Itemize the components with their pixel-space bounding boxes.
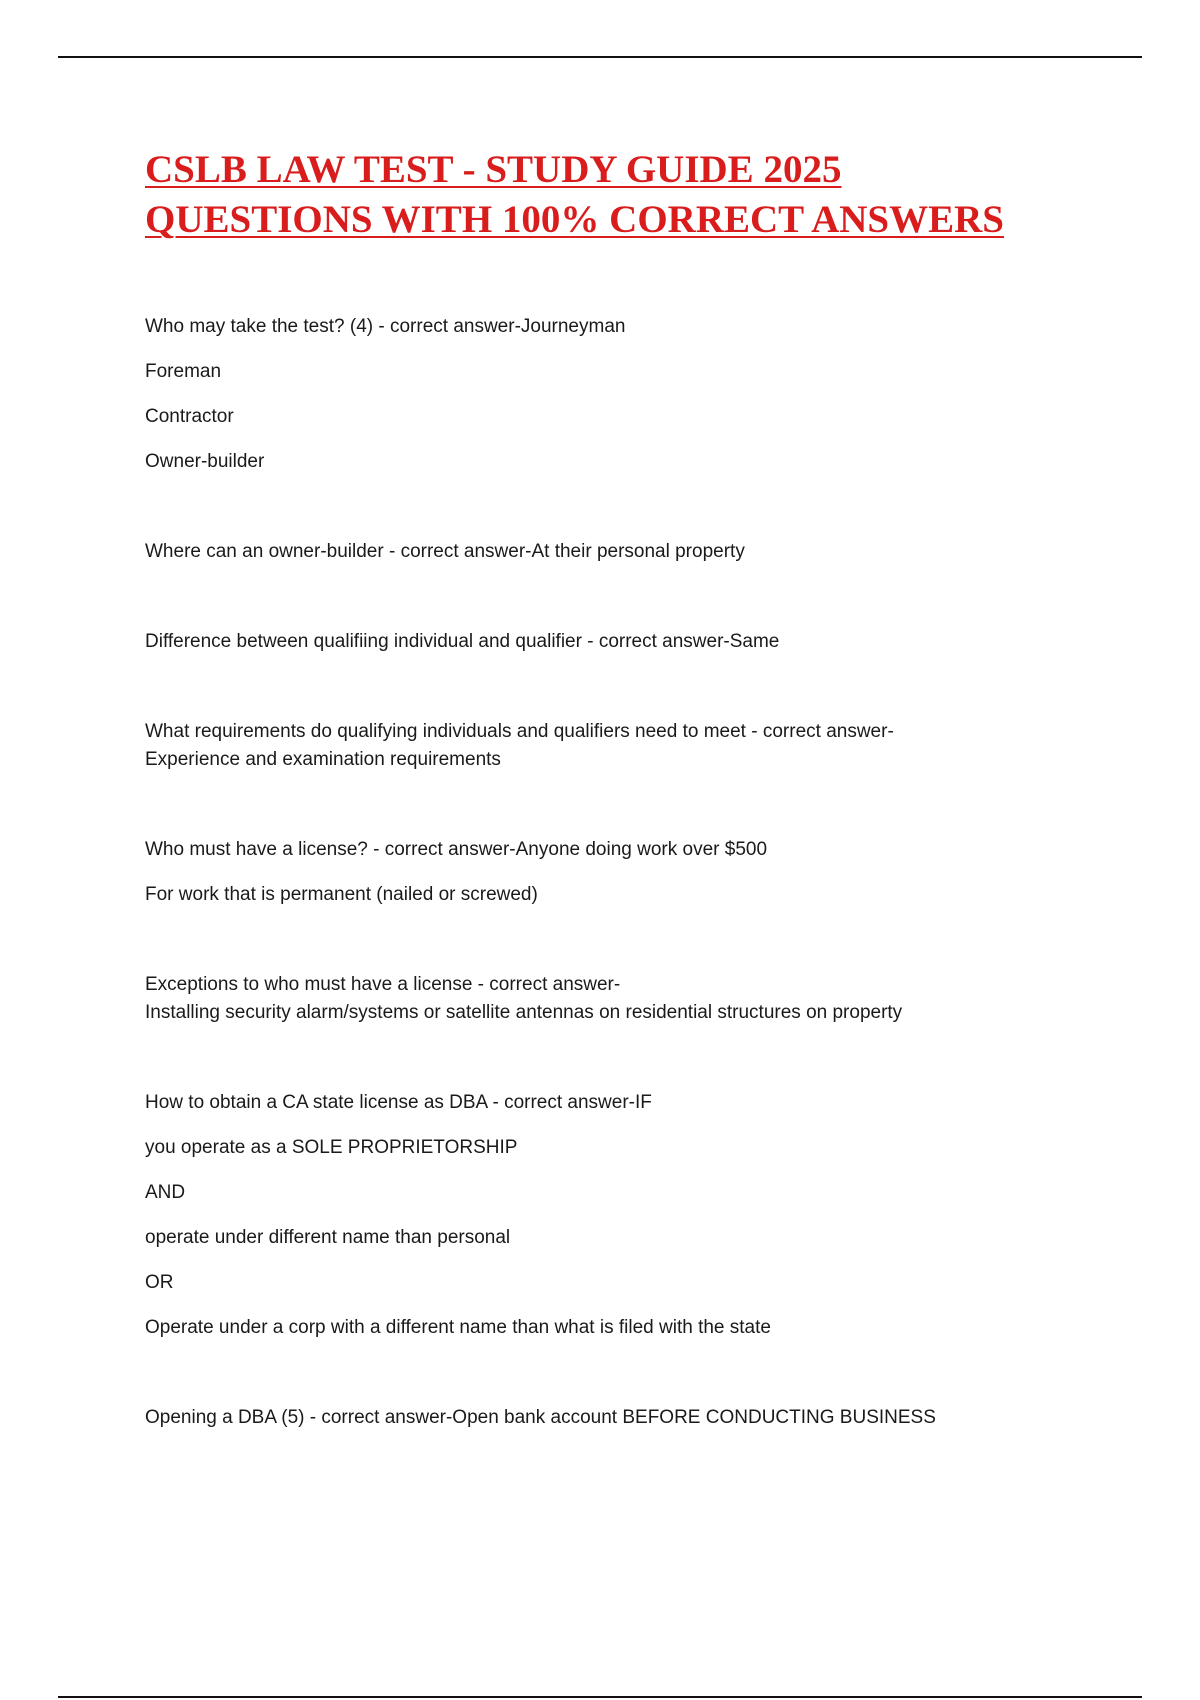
title-line-1: CSLB LAW TEST - STUDY GUIDE 2025: [145, 148, 842, 191]
document-body: [145, 145, 1065, 1494]
qa-line: Difference between qualifiing individual and qualifier - correct answer-Same: [145, 631, 780, 652]
qa-item-8: [145, 1404, 1065, 1432]
qa-item-1: [145, 313, 1065, 476]
qa-item-3: [145, 628, 1065, 656]
qa-item-2: [145, 538, 1065, 566]
qa-line: For work that is permanent (nailed or screwed): [145, 884, 538, 905]
qa-line: you operate as a SOLE PROPRIETORSHIP: [145, 1137, 518, 1158]
qa-item-4: [145, 718, 1065, 774]
qa-line: Foreman: [145, 361, 222, 382]
title-line-2: QUESTIONS WITH 100% CORRECT ANSWERS: [145, 198, 1004, 241]
qa-line: Operate under a corp with a different name than what is filed with the state: [145, 1317, 771, 1338]
top-rule: [58, 56, 1142, 58]
document-title: [145, 145, 1065, 245]
qa-line: How to obtain a CA state license as DBA - correct answer-IF: [145, 1092, 652, 1113]
qa-item-5: [145, 836, 1065, 909]
qa-line: Where can an owner-builder - correct answer-At their personal property: [145, 541, 745, 562]
qa-line: AND: [145, 1182, 186, 1203]
qa-line: OR: [145, 1272, 174, 1293]
qa-line: What requirements do qualifying individuals and qualifiers need to meet - correct answer-: [145, 721, 894, 742]
qa-line: Who must have a license? - correct answer-Anyone doing work over $500: [145, 839, 768, 860]
qa-line: Exceptions to who must have a license - correct answer-: [145, 974, 621, 995]
qa-line: Experience and examination requirements: [145, 749, 501, 770]
bottom-rule: [58, 1696, 1142, 1698]
qa-line: Who may take the test? (4) - correct answer-Journeyman: [145, 316, 626, 337]
qa-line: operate under different name than personal: [145, 1227, 511, 1248]
qa-item-6: [145, 971, 1065, 1027]
qa-line: Contractor: [145, 406, 234, 427]
qa-item-7: [145, 1089, 1065, 1342]
qa-line: Opening a DBA (5) - correct answer-Open bank account BEFORE CONDUCTING BUSINESS: [145, 1407, 936, 1428]
qa-line: Owner-builder: [145, 451, 265, 472]
qa-line: Installing security alarm/systems or satellite antennas on residential structures on property: [145, 1002, 903, 1023]
